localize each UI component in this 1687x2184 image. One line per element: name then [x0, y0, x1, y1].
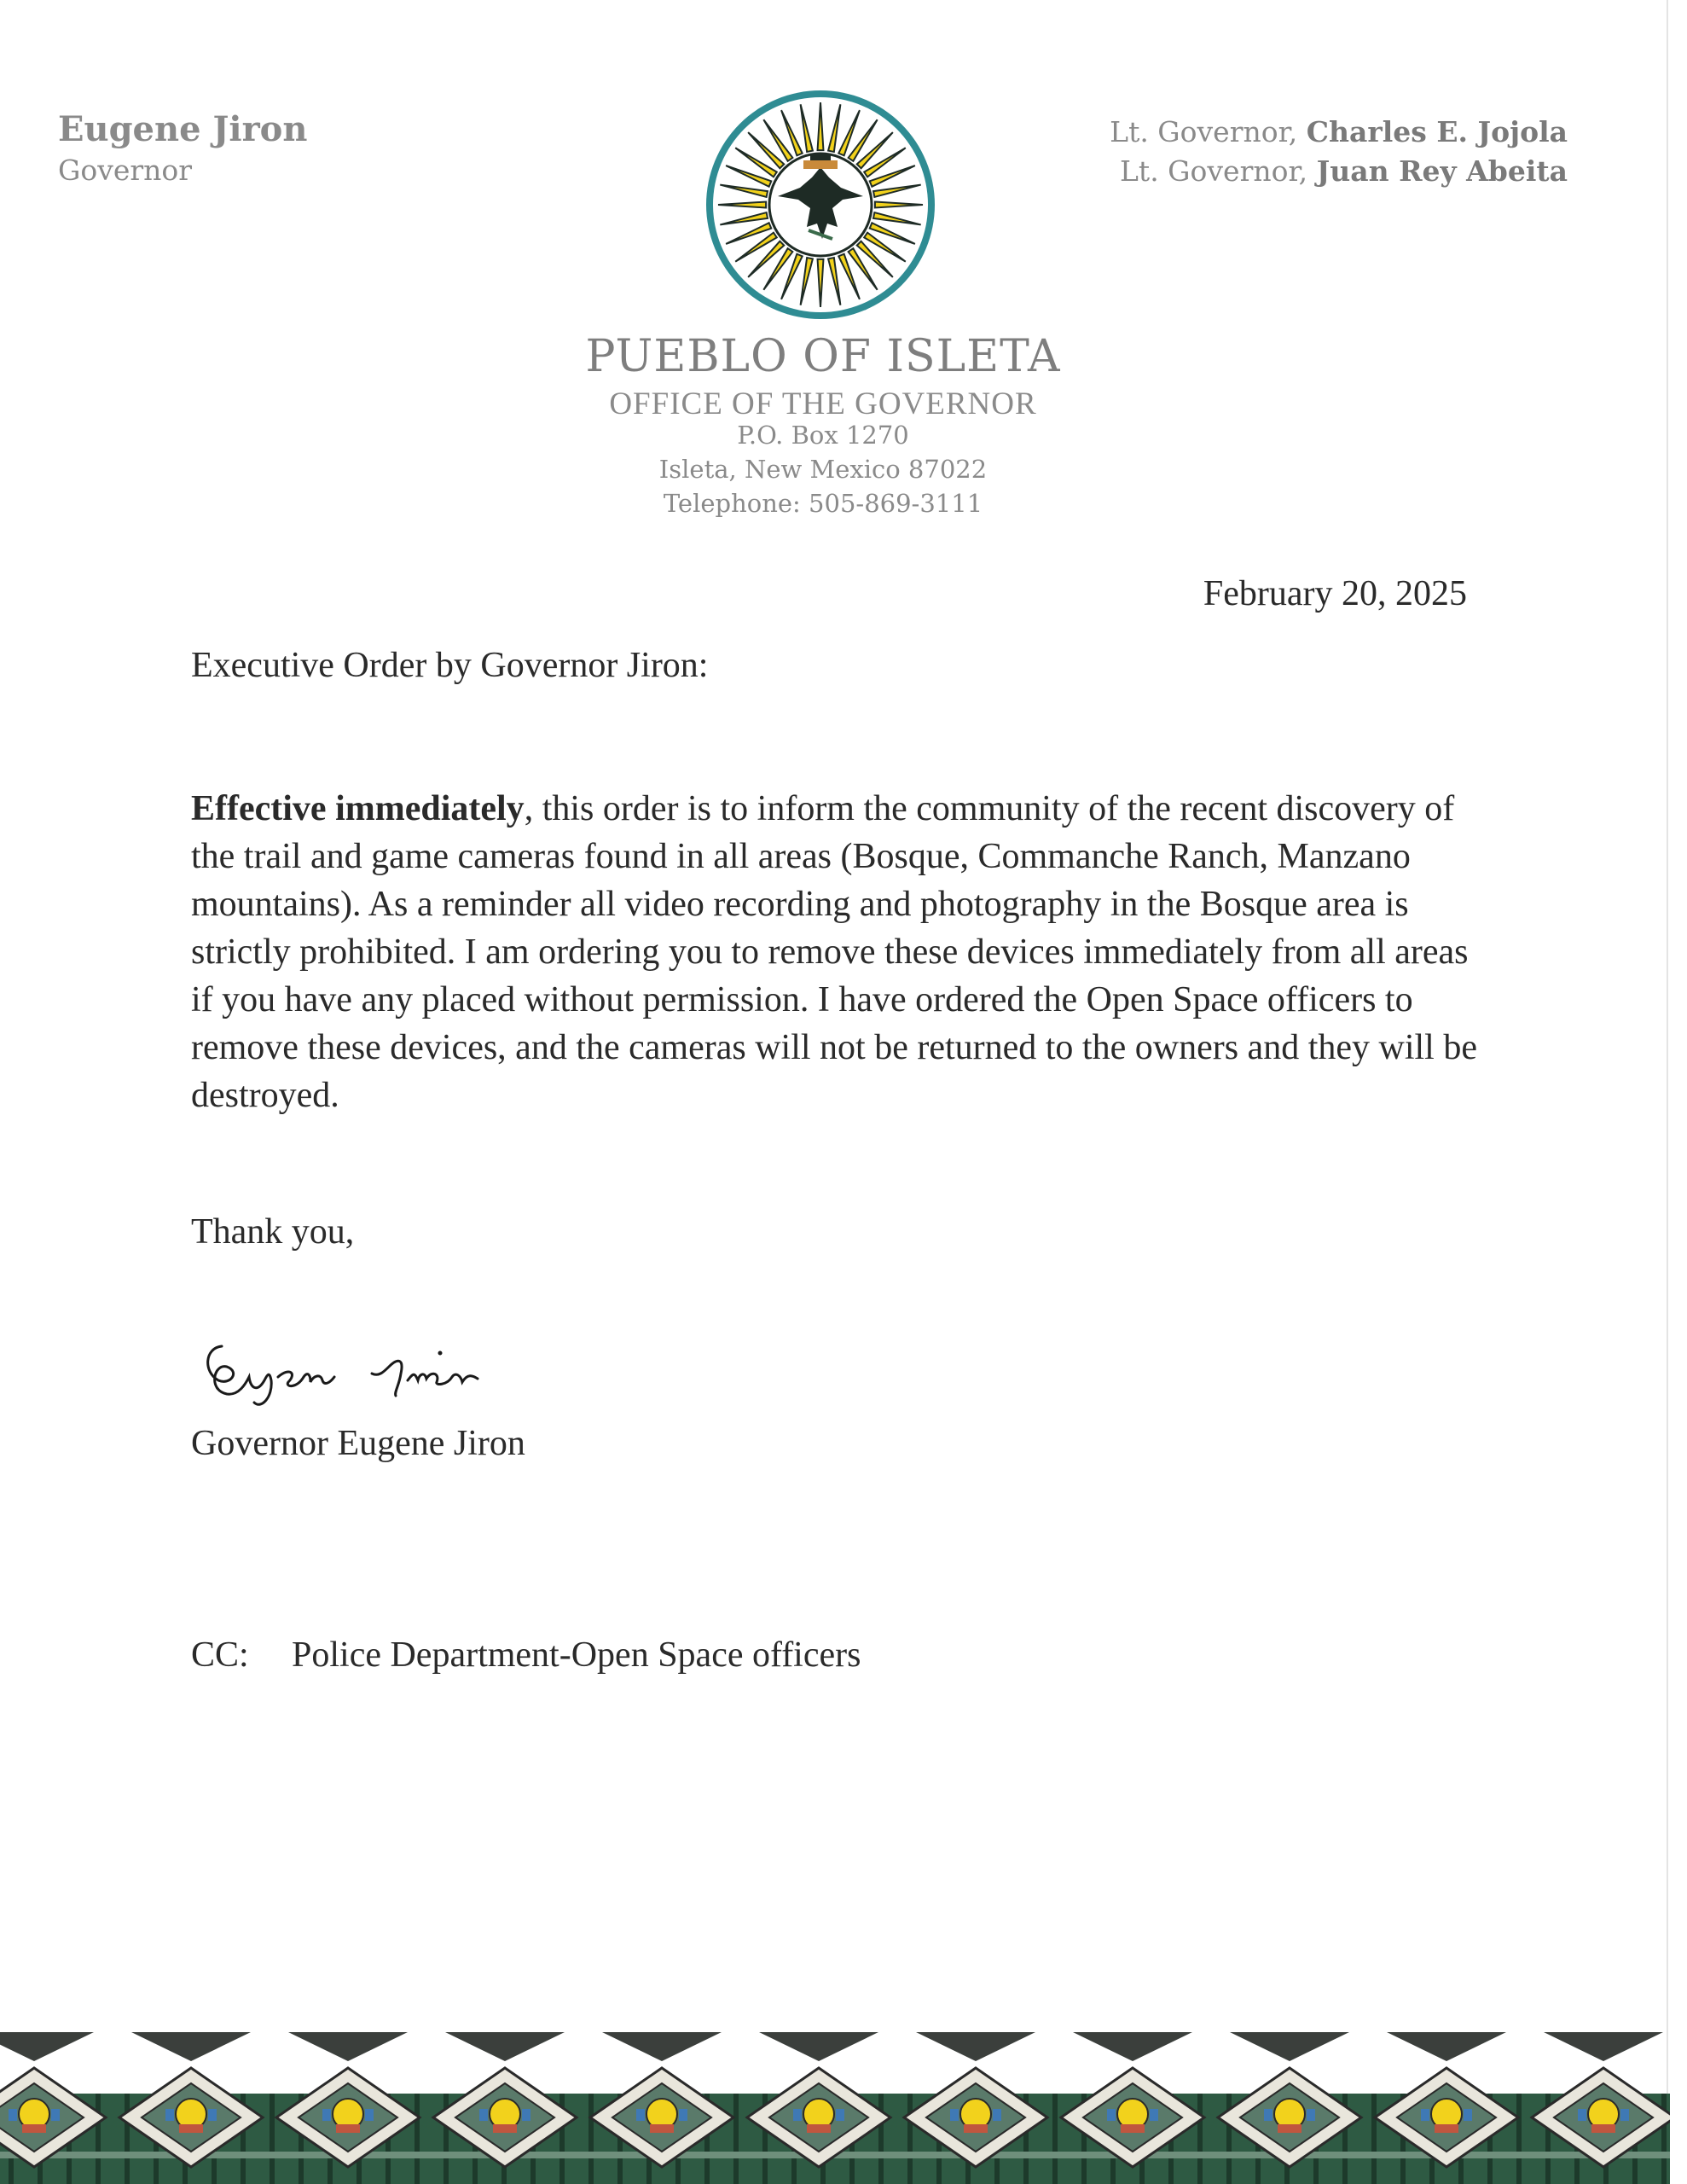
letter-salutation: Executive Order by Governor Jiron: — [191, 646, 709, 685]
letterhead-office: OFFICE OF THE GOVERNOR — [609, 386, 1037, 421]
handwritten-signature — [196, 1321, 503, 1414]
lt-governor-line — [1110, 152, 1568, 191]
cc-label: CC: — [191, 1635, 249, 1675]
letter-closing: Thank you, — [191, 1212, 355, 1252]
pueblo-seal-icon — [704, 89, 936, 321]
letterhead-city: Isleta, New Mexico 87022 — [658, 455, 988, 484]
signature-name: Governor Eugene Jiron — [191, 1424, 525, 1463]
scan-edge-line — [1667, 0, 1668, 2184]
decorative-border-band — [0, 2024, 1670, 2184]
letter-date: February 20, 2025 — [1203, 574, 1467, 613]
governor-name: Eugene Jiron — [58, 109, 308, 149]
lt-governors-block — [1110, 113, 1568, 191]
lt-governor-prefix: Lt. Governor, — [1110, 115, 1307, 148]
letterhead-po-box: P.O. Box 1270 — [737, 421, 909, 450]
letter-body-text: , this order is to inform the community of the recent discovery of the trail and game cameras found in all areas (Bosque, Commanche Ranch, Manzano mountains). As a reminder all video recording and photography in the Bosque area is strictly prohibited. I am ordering you to remove these devices immediately from all areas if you have any placed without permission. I have ordered the Open Space officers to remove these devices, and the cameras will not be returned to the owners and they will be destroyed. — [191, 789, 1477, 1115]
letter-body-lead: Effective immediately — [191, 789, 525, 828]
governor-title: Governor — [58, 154, 193, 187]
letter-body — [191, 785, 1487, 1119]
letterhead-telephone: Telephone: 505-869-3111 — [663, 489, 983, 518]
lt-governor-line — [1110, 113, 1568, 152]
lt-governor-name: Charles E. Jojola — [1306, 115, 1568, 148]
lt-governor-name: Juan Rey Abeita — [1316, 154, 1568, 188]
cc-recipients: Police Department-Open Space officers — [292, 1635, 861, 1675]
lt-governor-prefix: Lt. Governor, — [1120, 154, 1317, 188]
letterhead-title: PUEBLO OF ISLETA — [585, 331, 1061, 382]
